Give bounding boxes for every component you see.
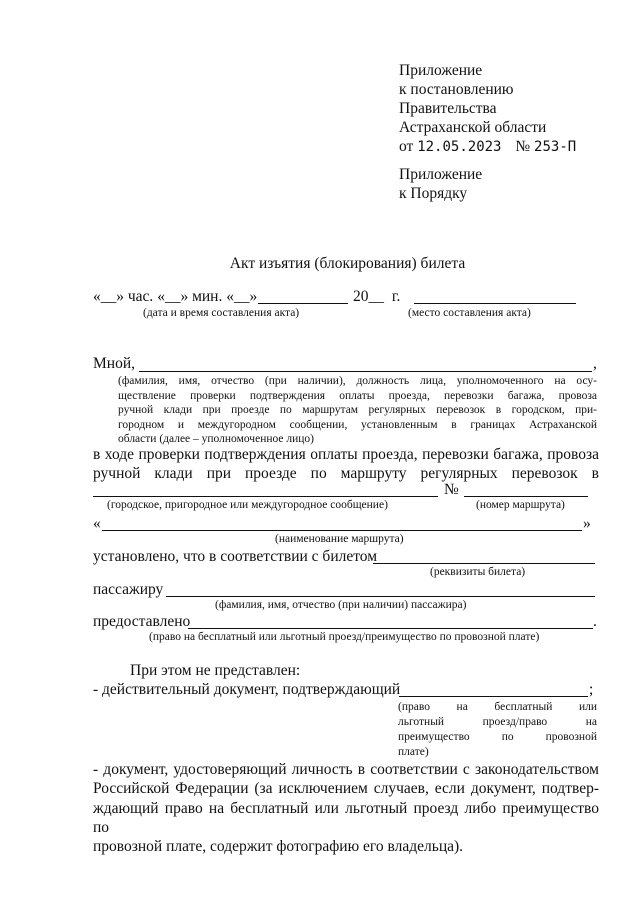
resolution-number: 253-П xyxy=(534,139,577,155)
appendix-line: Приложение xyxy=(399,166,483,183)
place-caption: (место составления акта) xyxy=(408,307,531,319)
appendix-line: к постановлению xyxy=(399,81,514,98)
service-type-blank-line[interactable] xyxy=(93,496,438,497)
inspector-blank-line[interactable] xyxy=(139,371,592,372)
route-name-caption: (наименование маршрута) xyxy=(275,533,404,545)
identity-document-item xyxy=(93,760,599,856)
item-line: Российской Федерации (за исключением случаев, если документ, подтвер- xyxy=(93,780,599,798)
caption-line: ручной клади при проезде по маршрутам регулярных перевозок в городском, при- xyxy=(118,404,597,417)
missing-document-trail: ; xyxy=(589,681,594,698)
appendix-line: Правительства xyxy=(399,100,497,117)
caption-line: (фамилия, имя, отчество (при наличии), должность лица, уполномоченного на осу- xyxy=(118,375,597,387)
established-text: установлено, что в соответствии с билетом xyxy=(93,548,378,565)
service-type-caption: (городское, пригородное или междугородное сообщение) xyxy=(107,499,388,511)
ticket-details-caption: (реквизиты билета) xyxy=(430,566,526,578)
caption-line: льготный проезд/право на xyxy=(398,716,597,728)
passenger-label: пассажиру xyxy=(93,581,164,598)
ticket-details-blank-line[interactable] xyxy=(373,563,595,564)
number-prefix: № xyxy=(515,138,531,155)
appendix-line: к Порядку xyxy=(399,185,468,202)
caption-line: области (далее – уполномоченное лицо) xyxy=(118,433,314,446)
date-prefix: от xyxy=(399,138,414,155)
place-blank-line[interactable] xyxy=(414,303,576,304)
by-me-trail: , xyxy=(593,355,597,372)
check-line-1: в ходе проверки подтверждения оплаты проезда, перевозки багажа, провоза xyxy=(93,446,599,463)
caption-line: городном и междугородном сообщении, установленным в границах Астраханской xyxy=(118,418,597,431)
appendix-date-line xyxy=(399,137,599,157)
datetime-line xyxy=(93,288,257,306)
caption-line: плате) xyxy=(398,746,429,758)
by-me-label: Мной, xyxy=(93,355,135,372)
quote-open: « xyxy=(226,288,234,305)
appendix-order-block xyxy=(399,165,599,203)
missing-document-item: - действительный документ, подтверждающий xyxy=(93,681,401,698)
quote-open: « xyxy=(93,288,101,305)
day-blank: __ xyxy=(233,288,250,305)
month-blank-line[interactable] xyxy=(258,303,348,304)
quote-close: » xyxy=(116,288,124,305)
year-suffix: г. xyxy=(391,288,401,305)
passenger-caption: (фамилия, имя, отчество (при наличии) пассажира) xyxy=(215,599,467,611)
hours-blank: __ xyxy=(100,288,117,305)
quote-open: « xyxy=(157,288,165,305)
caption-line: ществление проверки подтверждения оплаты проезда, перевозки багажа, провоза xyxy=(118,389,597,402)
caption-line: (право на бесплатный или xyxy=(398,701,597,713)
year-blank: __ xyxy=(368,288,384,305)
route-number-caption: (номер маршрута) xyxy=(476,499,565,511)
route-name-blank-line[interactable] xyxy=(102,530,582,531)
hours-label: час. xyxy=(127,288,154,305)
not-presented-heading: При этом не представлен: xyxy=(130,662,301,679)
check-line-2: ручной клади при проезде по маршруту регулярных перевозок в xyxy=(93,465,599,482)
item-line: ждающий право на бесплатный или льготный проезд либо преимущество по xyxy=(93,799,599,836)
missing-document-blank-line[interactable] xyxy=(399,696,588,697)
passenger-name-blank-line[interactable] xyxy=(166,596,595,597)
appendix-line: Приложение xyxy=(399,62,483,79)
inspector-caption xyxy=(118,374,597,447)
quote-close: » xyxy=(180,288,189,305)
minutes-label: мин. xyxy=(192,288,223,305)
datetime-caption: (дата и время составления акта) xyxy=(143,307,300,319)
granted-right-blank-line[interactable] xyxy=(188,628,593,629)
appendix-block xyxy=(399,61,599,157)
missing-document-caption xyxy=(398,700,597,760)
year-field xyxy=(353,288,400,306)
quote-close: » xyxy=(249,288,258,305)
caption-line: преимущество по провозной xyxy=(398,731,597,743)
appendix-line: Астраханской области xyxy=(399,119,547,136)
granted-trail: . xyxy=(593,613,597,630)
document-title: Акт изъятия (блокирования) билета xyxy=(229,255,466,272)
item-line: провозной плате, содержит фотографию его владельца). xyxy=(93,838,464,856)
granted-label: предоставлено xyxy=(93,613,191,630)
route-number-blank-line[interactable] xyxy=(464,496,588,497)
minutes-blank: __ xyxy=(164,288,181,305)
item-line: - документ, удостоверяющий личность в соответствии с законодательством xyxy=(93,761,599,778)
year-prefix: 20 xyxy=(353,288,369,305)
route-quote-open: « xyxy=(93,515,101,532)
route-quote-close: » xyxy=(583,515,591,532)
granted-caption: (право на бесплатный или льготный проезд/преимущество по провозной плате) xyxy=(149,631,540,643)
resolution-date: 12.05.2023 xyxy=(417,139,502,155)
number-sign: № xyxy=(444,481,459,498)
